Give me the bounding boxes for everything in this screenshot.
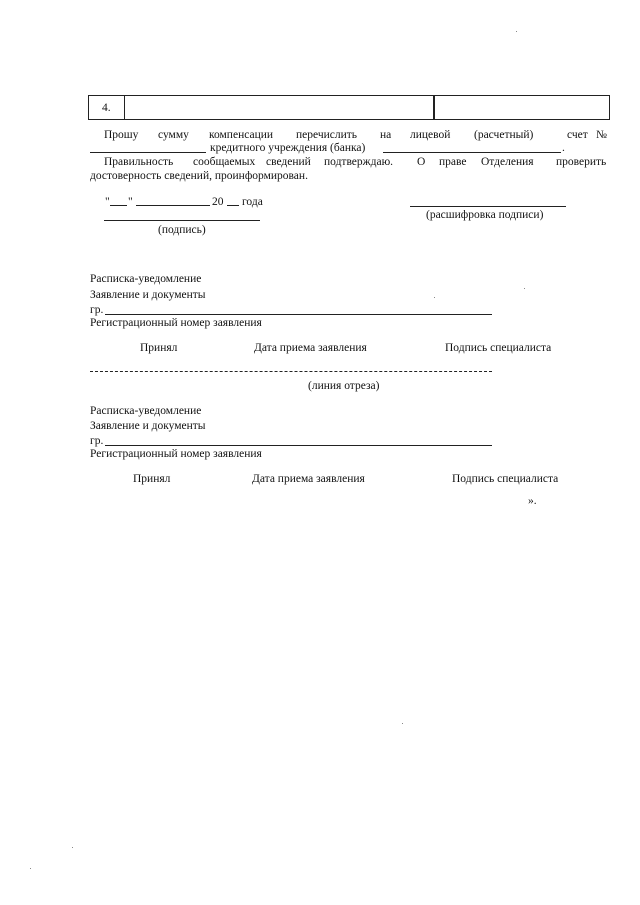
scan-speck: [402, 723, 403, 724]
request-word-7: (расчетный): [474, 129, 534, 141]
confirm-word-3: сведений: [266, 156, 311, 168]
confirm-word-6: праве: [439, 156, 467, 168]
account-number-field[interactable]: [90, 152, 206, 153]
receipt1-reg-number: Регистрационный номер заявления: [90, 317, 262, 329]
request-word-8: счет: [567, 129, 588, 141]
month-field[interactable]: [136, 205, 210, 206]
decode-caption: (расшифровка подписи): [426, 209, 544, 221]
confirm-word-1: Правильность: [104, 156, 174, 168]
confirm-word-8: проверить: [556, 156, 607, 168]
receipt1-docs: Заявление и документы: [90, 289, 206, 301]
receipt2-date-received: Дата приема заявления: [252, 473, 365, 485]
quote-open: ": [105, 196, 110, 208]
request-word-1: Прошу: [104, 129, 139, 141]
receipt2-citizen-prefix: гр.: [90, 435, 104, 447]
scan-speck: [524, 288, 525, 289]
receipt1-citizen-field[interactable]: [105, 314, 492, 315]
request-word-2: сумму: [158, 129, 189, 141]
confirm-word-4: подтверждаю.: [324, 156, 394, 168]
cut-line-label: (линия отреза): [308, 380, 380, 392]
request-word-4: перечислить: [296, 129, 358, 141]
scan-speck: [434, 297, 435, 298]
row-number-cell: [89, 96, 125, 119]
receipt2-accepted: Принял: [133, 473, 171, 485]
quote-close: ": [128, 196, 133, 208]
cut-line: [90, 371, 492, 372]
closing-mark: ».: [528, 495, 537, 507]
confirm-line-2: достоверность сведений, проинформирован.: [90, 170, 308, 182]
scan-speck: [72, 847, 73, 848]
year-prefix: 20: [212, 196, 224, 208]
year-word: года: [242, 196, 263, 208]
confirm-word-7: Отделения: [481, 156, 534, 168]
row-number: 4.: [102, 102, 111, 114]
bank-period: .: [562, 142, 565, 154]
items-table-row: [88, 95, 610, 120]
bank-name-field[interactable]: [383, 152, 561, 153]
signature-caption: (подпись): [158, 224, 206, 236]
year-field[interactable]: [227, 205, 239, 206]
receipt2-title: Расписка-уведомление: [90, 405, 202, 417]
request-word-5: на: [380, 129, 392, 141]
request-word-6: лицевой: [410, 129, 451, 141]
receipt1-accepted: Принял: [140, 342, 178, 354]
signature-decode-field[interactable]: [410, 206, 566, 207]
receipt2-docs: Заявление и документы: [90, 420, 206, 432]
request-word-9: №: [596, 129, 607, 141]
receipt2-specialist-signature: Подпись специалиста: [452, 473, 559, 485]
scan-speck: [30, 868, 31, 869]
bank-label: кредитного учреждения (банка): [210, 142, 366, 154]
day-field[interactable]: [110, 205, 127, 206]
confirm-word-2: сообщаемых: [193, 156, 256, 168]
receipt2-reg-number: Регистрационный номер заявления: [90, 448, 262, 460]
receipt1-title: Расписка-уведомление: [90, 273, 202, 285]
receipt2-citizen-field[interactable]: [105, 445, 492, 446]
receipt1-date-received: Дата приема заявления: [254, 342, 367, 354]
column-divider: [433, 96, 435, 119]
signature-field[interactable]: [104, 220, 260, 221]
receipt1-citizen-prefix: гр.: [90, 304, 104, 316]
confirm-word-5: О: [417, 156, 426, 168]
request-word-3: компенсации: [209, 129, 274, 141]
scan-speck: [516, 31, 517, 32]
receipt1-specialist-signature: Подпись специалиста: [445, 342, 552, 354]
